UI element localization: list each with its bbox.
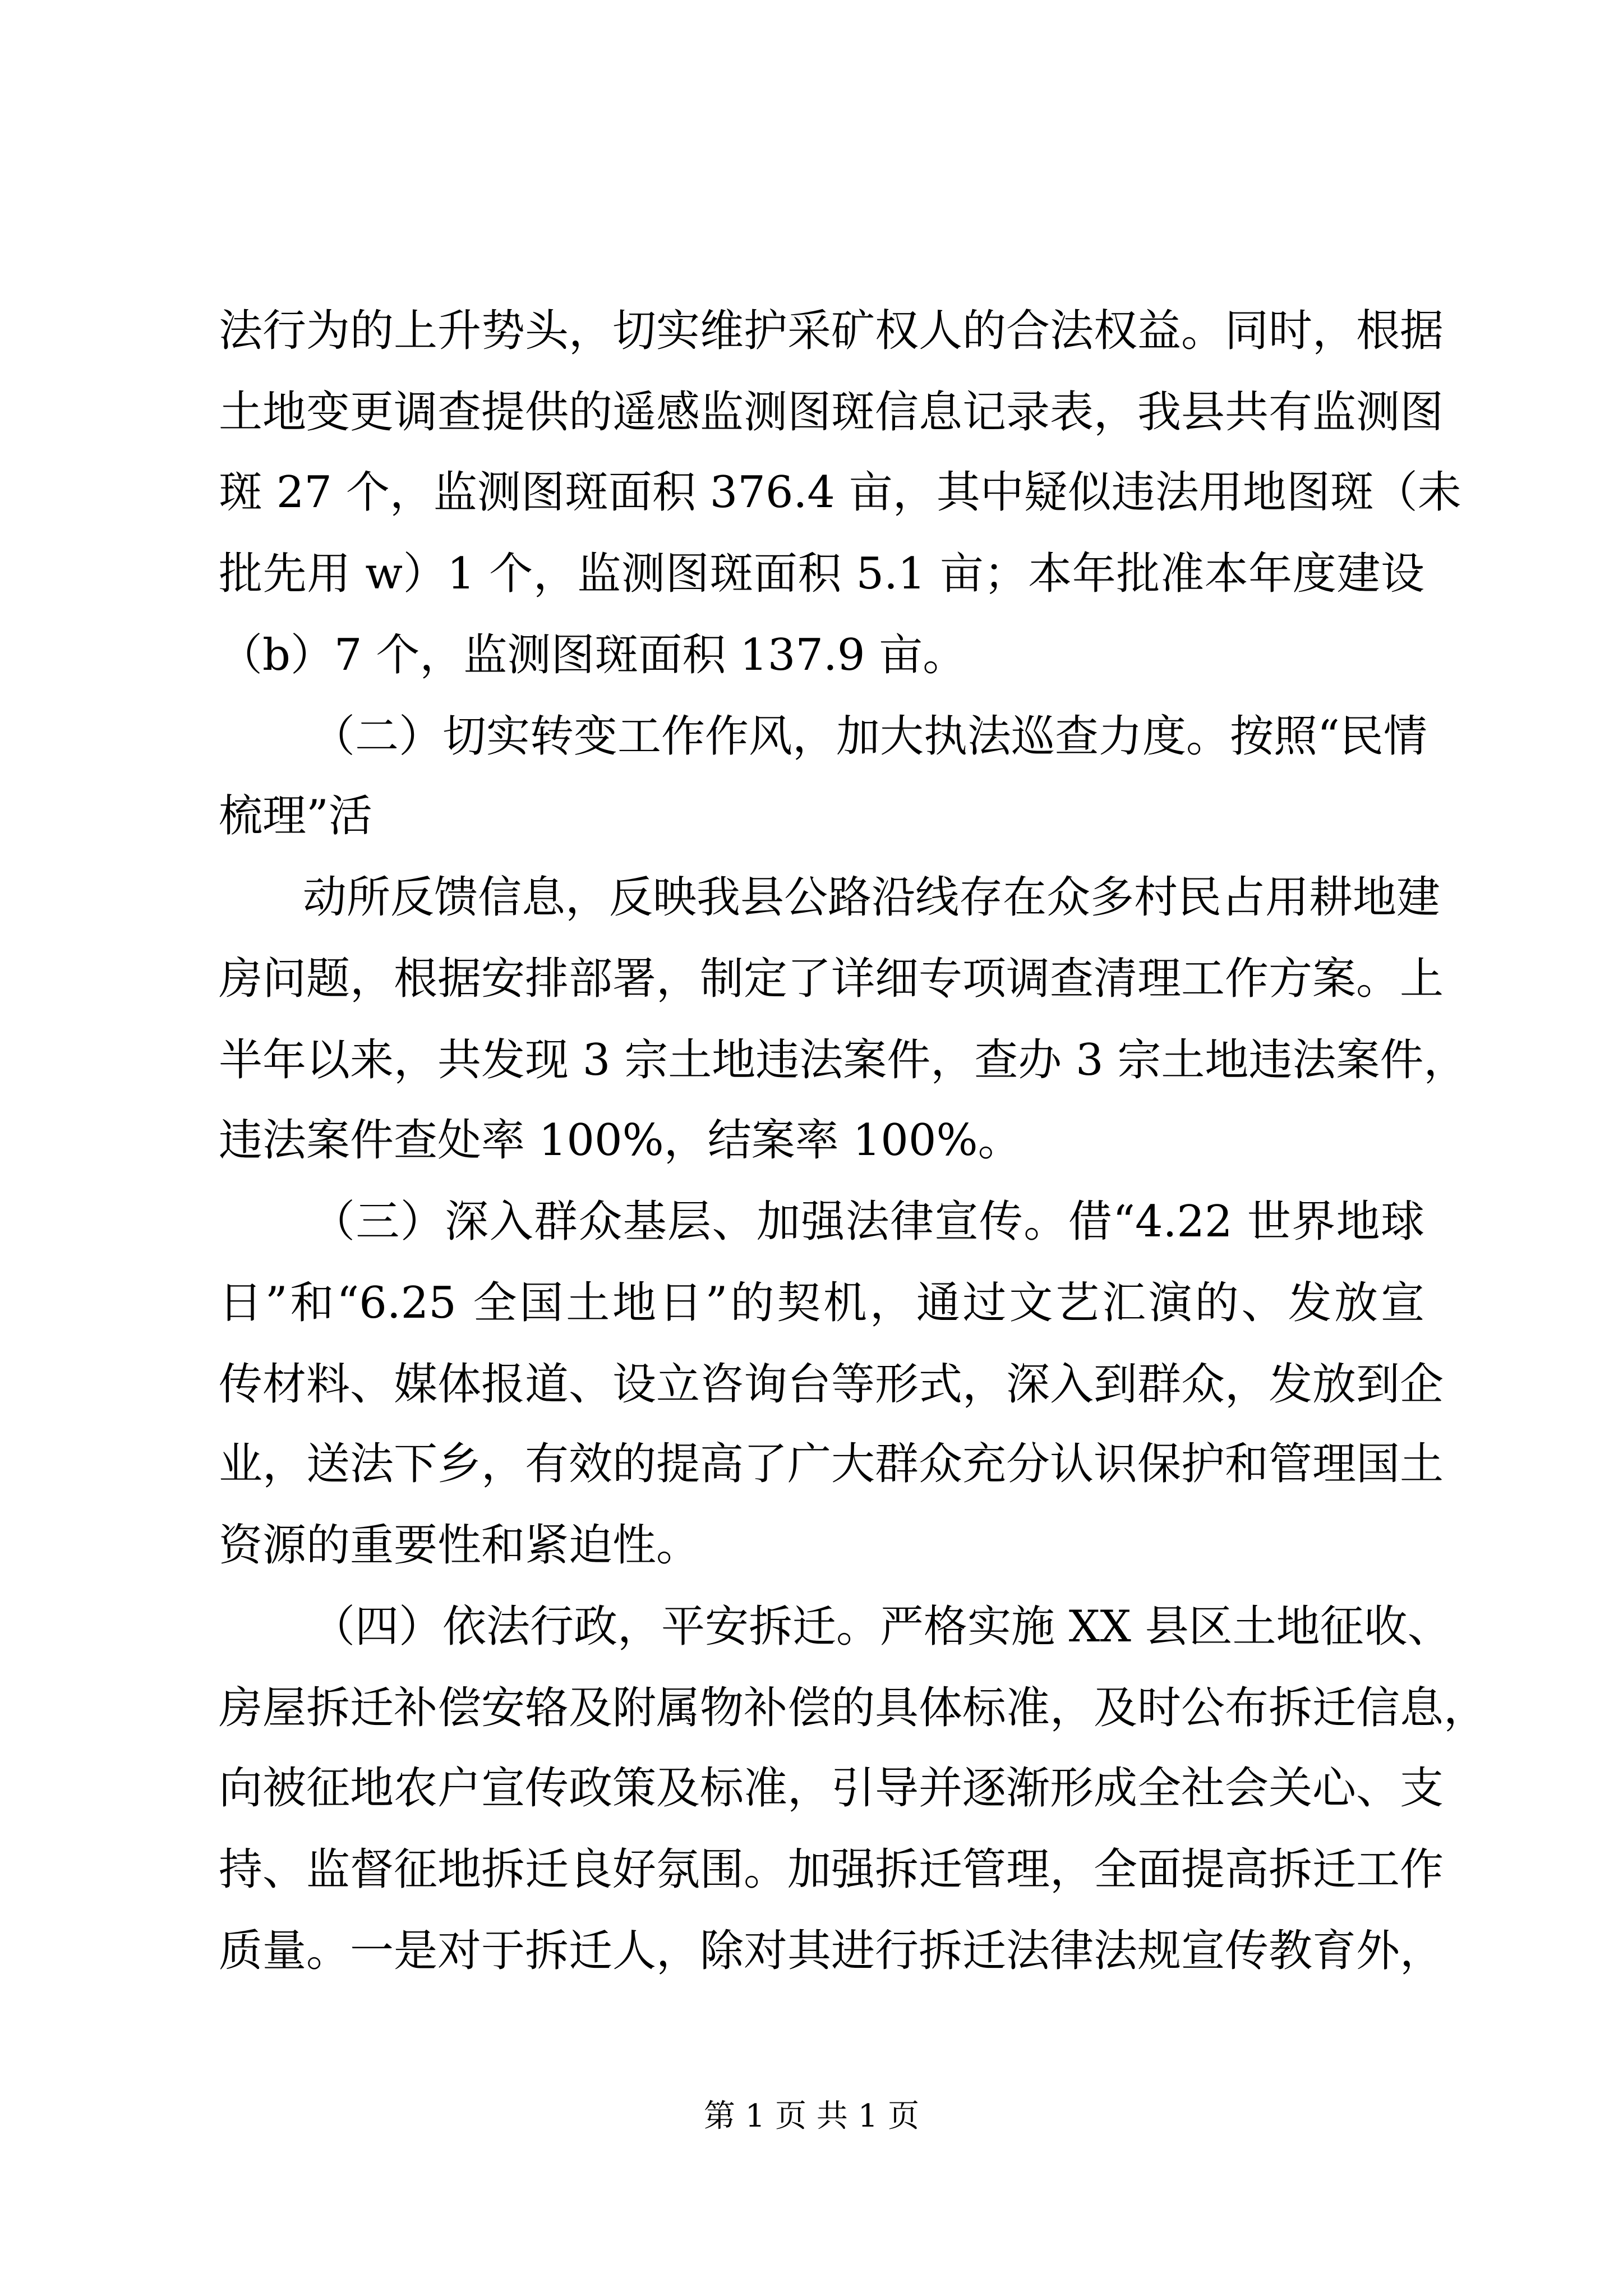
text-line-6: （二）切实转变工作作风，加大执法巡查力度。按照“民情 xyxy=(311,711,1427,762)
text-line-21: 质量。一是对于拆迁人，除对其进行拆迁法律法规宣传教育外， xyxy=(219,1926,1444,1976)
text-line-15: 业，送法下乡，有效的提高了广大群众充分认识保护和管理国土 xyxy=(219,1439,1444,1489)
text-line-9: 房问题，根据安排部署，制定了详细专项调查清理工作方案。上 xyxy=(219,954,1444,1004)
text-line-7: 梳理”活 xyxy=(219,791,372,841)
text-line-18: 房屋拆迁补偿安辂及附属物补偿的具体标准，及时公布拆迁信息， xyxy=(219,1683,1488,1733)
text-line-4: 批先用 w）1 个，监测图斑面积 5.1 亩；本年批准本年度建设 xyxy=(219,549,1424,599)
text-line-20: 持、监督征地拆迁良好氛围。加强拆迁管理，全面提高拆迁工作 xyxy=(219,1844,1444,1895)
text-line-14: 传材料、媒体报道、设立咨询台等形式，深入到群众，发放到企 xyxy=(219,1359,1444,1410)
text-line-10: 半年以来，共发现 3 宗土地违法案件，查办 3 宗土地违法案件， xyxy=(219,1035,1468,1085)
text-line-17: （四）依法行政，平安拆迁。严格实施 XX 县区土地征收、 xyxy=(311,1602,1451,1652)
text-line-12: （三）深入群众基层、加强法律宣传。借“4.22 世界地球 xyxy=(311,1197,1424,1247)
text-line-13: 日”和“6.25 全国土地日”的契机，通过文艺汇演的、发放宣 xyxy=(219,1278,1424,1328)
text-line-8: 动所反馈信息，反映我县公路沿线存在众多村民占用耕地建 xyxy=(303,872,1441,923)
text-line-16: 资源的重要性和紧迫性。 xyxy=(219,1520,700,1571)
text-line-19: 向被征地农户宣传政策及标准，引导并逐渐形成全社会关心、支 xyxy=(219,1763,1444,1814)
text-line-3: 斑 27 个，监测图斑面积 376.4 亩，其中疑似违法用地图斑（未 xyxy=(219,467,1461,518)
text-line-11: 违法案件查处率 100%，结案率 100%。 xyxy=(219,1115,1022,1166)
text-line-1: 法行为的上升势头，切实维护采矿权人的合法权益。同时，根据 xyxy=(219,306,1444,356)
text-line-2: 土地变更调查提供的遥感监测图斑信息记录表，我县共有监测图 xyxy=(219,387,1444,438)
page-number-footer: 第 1 页 共 1 页 xyxy=(703,2098,920,2134)
text-line-5: （b）7 个，监测图斑面积 137.9 亩。 xyxy=(219,630,967,680)
